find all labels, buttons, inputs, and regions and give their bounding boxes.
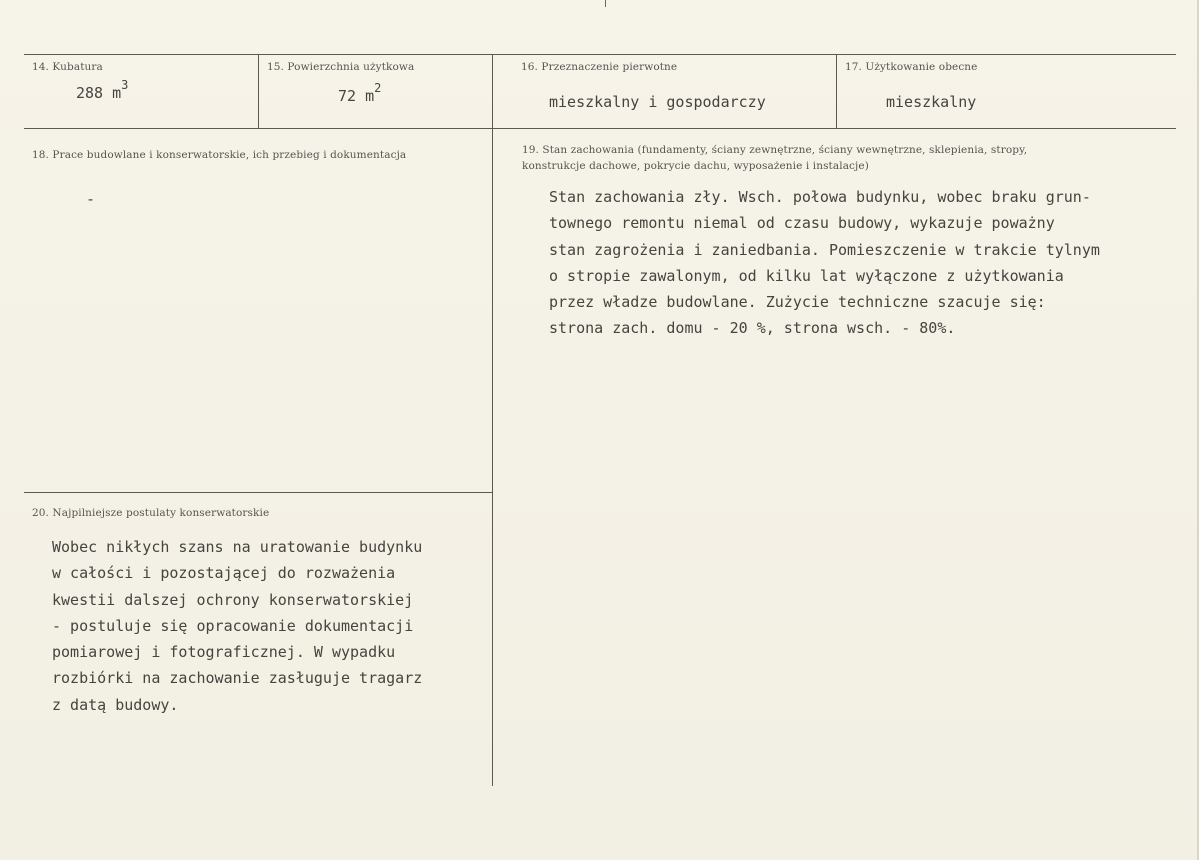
field-14-value [76, 78, 129, 102]
field-14-number: 288 m [76, 84, 122, 102]
field-14-unit-exponent: 3 [121, 78, 129, 92]
field-17-value: mieszkalny [886, 93, 977, 111]
field-18-label: 18. Prace budowlane i konserwatorskie, ich przebieg i dokumentacja [32, 149, 407, 161]
field-16-label: 16. Przeznaczenie pierwotne [521, 61, 678, 73]
field-19-line: townego remontu niemal od czasu budowy, wykazuje poważny [549, 214, 1055, 233]
field-19-line: stan zagrożenia i zaniedbania. Pomieszczenie w trakcie tylnym [549, 240, 1100, 259]
field-15-label: 15. Powierzchnia użytkowa [267, 61, 415, 73]
main-column-divider [492, 54, 493, 786]
field-15-value [338, 81, 382, 105]
field-19-line: o stropie zawalonym, od kilku lat wyłączone z użytkowania [549, 266, 1064, 285]
field-20-line: Wobec nikłych szans na uratowanie budynku [52, 538, 423, 556]
field-20-text [52, 534, 422, 718]
divider-14-15 [258, 54, 259, 128]
field-16-value: mieszkalny i gospodarczy [549, 93, 766, 111]
field-17-label: 17. Użytkowanie obecne [845, 61, 978, 73]
field-18-value: - [86, 190, 96, 208]
divider-16-17 [836, 54, 837, 128]
field-20-label: 20. Najpilniejsze postulaty konserwatorskie [32, 507, 270, 519]
field-14-label: 14. Kubatura [32, 61, 103, 73]
field-20-line: z datą budowy. [52, 695, 179, 714]
field-20-line: kwestii dalszej ochrony konserwatorskiej [52, 590, 414, 609]
top-tick [605, 0, 606, 7]
field-19-line: przez władze budowlane. Zużycie techniczne szacuje się: [549, 293, 1046, 312]
field-19-label: 19. Stan zachowania (fundamenty, ściany zewnętrzne, ściany wewnętrzne, sklepienia, stropy, konstrukcje dachowe, pokrycie dachu, wyposażenie i instalacje) [522, 144, 1028, 172]
field-19-text [549, 184, 1100, 342]
left-column-divider [24, 492, 492, 493]
row-divider [24, 128, 1176, 129]
field-20-line: - postuluje się opracowanie dokumentacji [52, 616, 414, 635]
top-rule [24, 54, 1176, 55]
field-19-line: strona zach. domu - 20 %, strona wsch. - 80%. [549, 319, 956, 338]
field-15-number: 72 m [338, 87, 375, 105]
field-15-unit-exponent: 2 [374, 81, 382, 95]
field-19-line: Stan zachowania zły. Wsch. połowa budynku, wobec braku grun- [549, 188, 1091, 206]
field-20-line: pomiarowej i fotograficznej. W wypadku [52, 643, 396, 662]
field-20-line: w całości i pozostającej do rozważenia [52, 564, 396, 583]
field-20-line: rozbiórki na zachowanie zasługuje tragarz [52, 669, 423, 688]
